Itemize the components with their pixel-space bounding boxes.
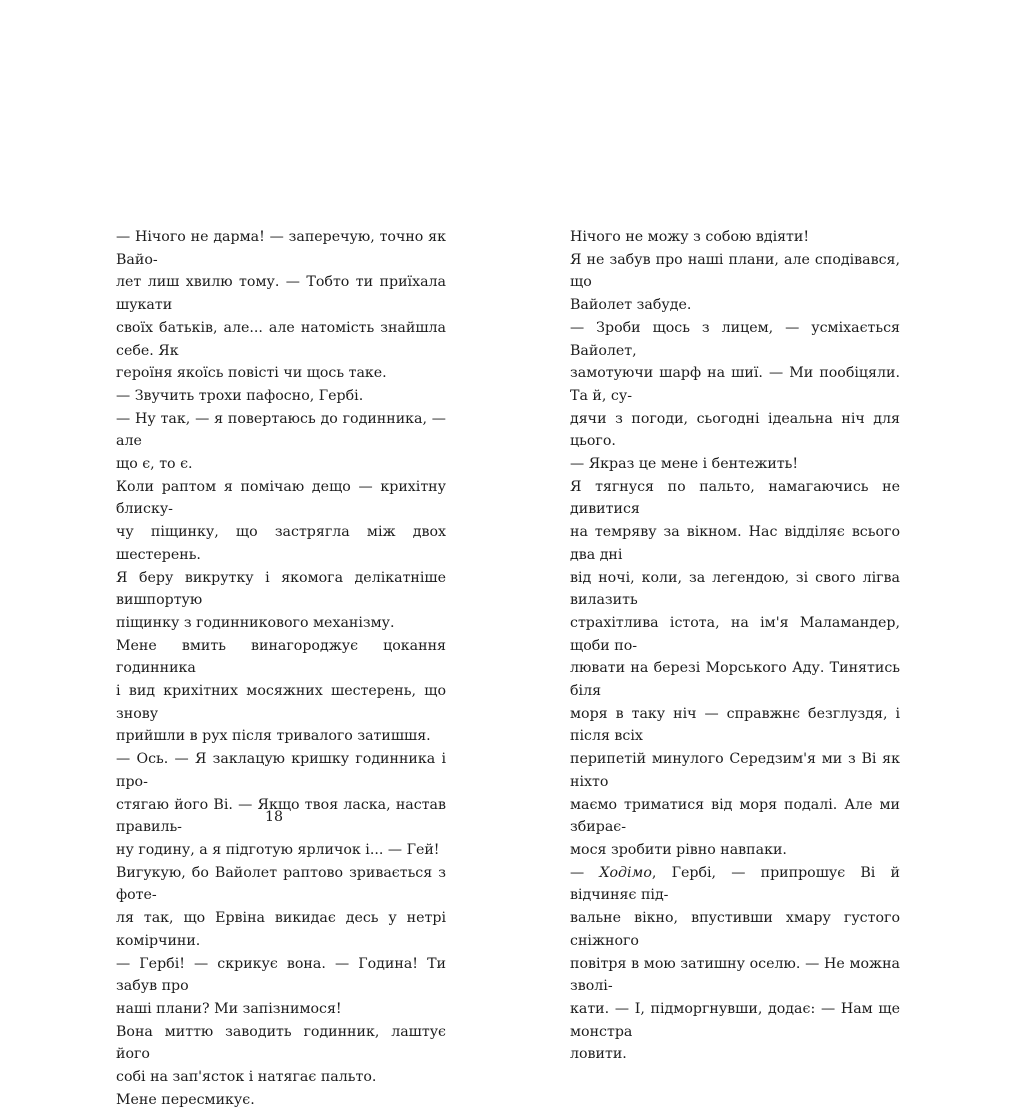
left-paragraph-4: Коли раптом я помічаю дещо — крихітну блиску- чу піщинку, що застрягла між двох шестерень. Я беру викрутку і якомога делікатніше вишпортую піщинку з годинникового механізму. — [116, 478, 446, 631]
right-page — [570, 226, 900, 1066]
right-paragraph-1: Нічого не можу з собою вдіяти! — [570, 229, 810, 245]
left-page — [116, 226, 446, 1111]
left-paragraph-10: Мене пересмикує. — [116, 1091, 255, 1108]
left-paragraph-7: Вигукую, бо Вайолет раптово зривається з фоте- ля так, що Ервіна викидає десь у нетрі комірчини. — [116, 864, 446, 949]
italic-emphasis: Ходімо — [599, 864, 652, 881]
right-paragraph-4: — Якраз це мене і бентежить! — [570, 456, 799, 473]
left-paragraph-9: Вона миттю заводить годинник, лаштує його собі на зап'ясток і натягає пальто. — [116, 1023, 446, 1086]
page-number: 18 — [264, 809, 284, 825]
left-paragraph-5: Мене вмить винагороджує цокання годинника і вид крихітних мосяжних шестерень, що знову прийшли в рух після тривалого затишшя. — [116, 637, 446, 745]
left-paragraph-8: — Гербі! — скрикує вона. — Година! Ти забув про наші плани? Ми запізнимося! — [116, 955, 446, 1017]
left-paragraph-1: — Нічого не дарма! — заперечую, точно як Вайо- лет лиш хвилю тому. — Тобто ти приїхала шукати своїх батьків, але... але натомість знайшла себе. Як героїня якоїсь повісті чи щось таке. — [116, 229, 446, 382]
right-paragraph-2: Я не забув про наші плани, але сподівався, що Вайолет забуде. — [570, 251, 900, 314]
left-paragraph-6: — Ось. — Я заклацую кришку годинника і про- стягаю його Ві. — Якщо твоя ласка, настав правиль- ну годину, а я підготую ярличок і... — Гей! — [116, 751, 446, 858]
right-paragraph-5: Я тягнуся по пальто, намагаючись не дивитися на темряву за вікном. Нас відділяє всього два дні від ночі, коли, за легендою, зі свого лігва вилазить страхітлива істота, на ім'я Маламандер, щоби по- лювати на березі Морського Аду. Тинятись біля моря в таку ніч — справжнє безглуздя, і після всіх перипетій минулого Середзим'я ми з Ві як ніхто маємо триматися від моря подалі. Але ми збирає- мося зробити рівно навпаки. — [570, 478, 900, 858]
right-paragraph-6 — [570, 862, 900, 1066]
dialogue-dash: — — [570, 864, 600, 881]
left-paragraph-2: — Звучить трохи пафосно, Гербі. — [116, 387, 364, 404]
paragraph-remainder: , Гербі, — припрошує Ві й відчиняє під- вальне вікно, впустивши хмару густого сніжного повітря в мою затишну оселю. — Не можна зволі- кати. — І, підморгнувши, додає: — Нам ще монстра ловити. — [570, 864, 900, 1063]
left-paragraph-3: — Ну так, — я повертаюсь до годинника, — але що є, то є. — [116, 410, 446, 473]
right-paragraph-3: — Зроби щось з лицем, — усміхається Вайолет, замотуючи шарф на шиї. — Ми пообіцяли. Та й, су- дячи з погоди, сьогодні ідеальна ніч для цього. — [570, 319, 900, 450]
